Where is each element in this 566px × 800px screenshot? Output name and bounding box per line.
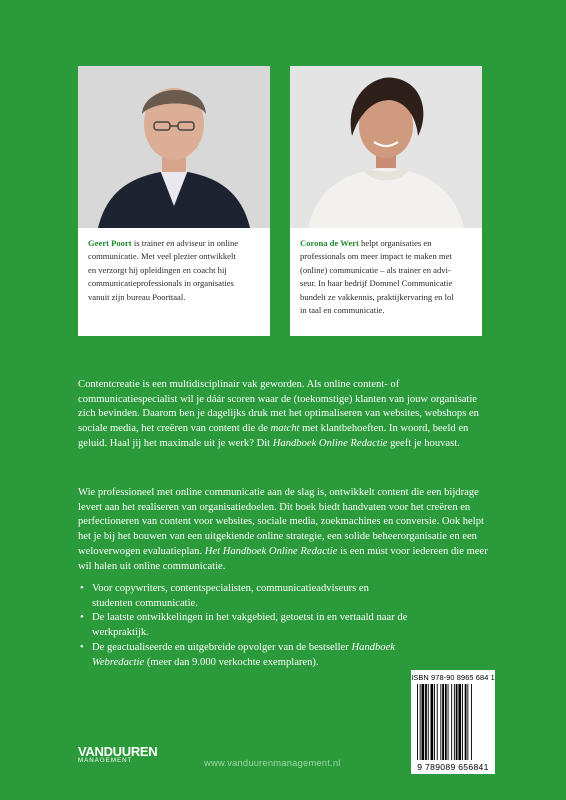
feature-list (80, 582, 410, 670)
author-bio-geert-poort: Geert Poort is trainer en adviseur in online communicatie. Met veel plezier ontwikkelt en verzorgt hij opleidingen en coacht hij communicatieprofessionals in organisaties vanuit zijn bureau Poorttaal. (88, 238, 239, 302)
barcode-digits: 9 789089 656841 (417, 762, 489, 772)
author-name: Geert Poort (88, 238, 132, 248)
author-bio-corona-de-wert: Corona de Wert helpt organisaties en professionals om meer impact te maken met (online) communicatie – als trainer en advi- seur. In haar bedrijf Dommel Communicatie bundelt ze vakkennis, praktijkervaring en lol in taal en communicatie. (300, 238, 454, 316)
author-photo-corona-de-wert (290, 66, 482, 228)
isbn-label: ISBN 978-90 8965 684 1 (411, 673, 495, 682)
author-name: Corona de Wert (300, 238, 359, 248)
isbn-barcode (411, 670, 495, 774)
author-card-geert-poort (78, 66, 270, 336)
publisher-website: www.vanduurenmanagement.nl (204, 757, 341, 768)
list-item: • De laatste ontwikkelingen in het vakgebied, getoetst in en vertaald naar de werkpraktijk. (80, 611, 410, 640)
publisher-logo-sub: MANAGEMENT (78, 757, 133, 764)
publisher-logo (78, 744, 157, 764)
barcode-icon (417, 684, 489, 760)
list-item: • De geactualiseerde en uitgebreide opvolger van de bestseller Handboek Webredactie (meer dan 9.000 verkochte exemplaren). (80, 641, 410, 670)
author-photo-geert-poort (78, 66, 270, 228)
list-item: • Voor copywriters, contentspecialisten, communicatieadviseurs en studenten communicatie. (80, 582, 410, 611)
blurb-paragraph-2: Wie professioneel met online communicatie aan de slag is, ontwikkelt content die een bijdrage levert aan het realiseren van organisatiedoelen. Dit boek biedt handvaten voor het creëren en perfectioneren van content voor websites, sociale media, zoekmachines en conversie. Ook helpt het je bij het bouwen van een uitgekiende online strategie, een solide beheerorganisatie en een weloverwogen evaluatieplan. Het Handboek Online Redactie is een múst voor iedereen die meer wil halen uit online communicatie. (78, 487, 488, 572)
publisher-logo-main: VANDUUREN (78, 744, 158, 759)
author-card-corona-de-wert (290, 66, 482, 336)
blurb-paragraph-1: Contentcreatie is een multidisciplinair vak geworden. Als online content- of communicatiespecialist wil je dáár scoren waar de (toekomstige) klanten van jouw organisatie zich bevinden. Daarom ben je dagelijks druk met het optimaliseren van websites, webshops en sociale media, het creëren van content die de matcht met klantbehoeften. In woord, beeld en geluid. Haal jij het maximale uit je werk? Dit Handboek Online Redactie geeft je houvast. (78, 379, 479, 449)
